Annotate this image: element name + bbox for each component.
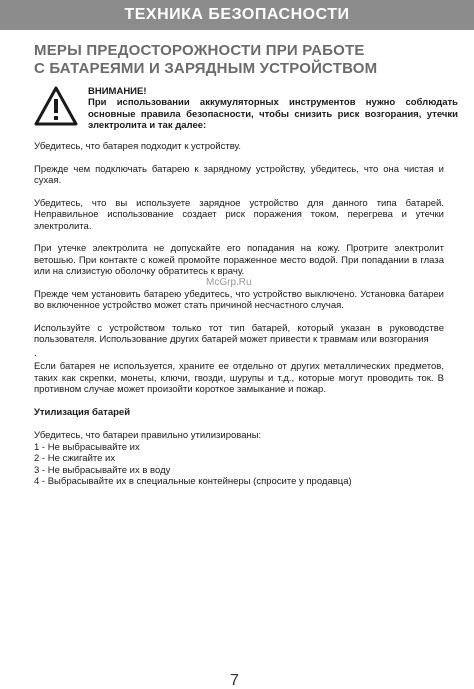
paragraph: Убедитесь, что вы используете зарядное устройство для данного типа батарей. Неправильное использование создает риск поражения током, перегрева и утечки электролита.: [34, 197, 444, 232]
header-title: ТЕХНИКА БЕЗОПАСНОСТИ: [124, 6, 350, 23]
section-title-line-1: МЕРЫ ПРЕДОСТОРОЖНОСТИ ПРИ РАБОТЕ: [34, 42, 365, 59]
disposal-intro: Убедитесь, что батареи правильно утилизированы:: [34, 430, 262, 441]
list-item: 3 - Не выбрасывайте их в воду: [34, 464, 171, 476]
list-item: 4 - Выбрасывайте их в специальные контейнеры (спросите у продавца): [34, 476, 352, 487]
content: [34, 141, 444, 488]
warning-title: ВНИМАНИЕ!: [88, 86, 147, 97]
paragraph: Используйте с устройством только тот тип батарей, который указан в руководстве пользователя. Использование других батарей может привести к травмам или возгорания: [34, 322, 444, 345]
paragraph: Убедитесь, что батарея подходит к устройству.: [34, 141, 241, 152]
list-item: 2 - Не сжигайте их: [34, 453, 116, 464]
disposal-heading: Утилизация батарей: [34, 406, 131, 418]
warning-block: [34, 86, 458, 134]
section-title: [34, 42, 454, 78]
list-item: 1 - Не выбрасывайте их: [34, 441, 140, 453]
watermark: McGrp.Ru: [206, 277, 252, 288]
paragraph: Прежде чем подключать батарею к зарядному устройству, убедитесь, что она чистая и сухая.: [34, 163, 444, 186]
section-title-line-2: С БАТАРЕЯМИ И ЗАРЯДНЫМ УСТРОЙСТВОМ: [34, 60, 378, 77]
paragraph: Прежде чем установить батарею убедитесь, что устройство выключено. Установка батареи во включенное устройство может стать причиной несчастного случая.: [34, 288, 444, 311]
warning-text: При использовании аккумуляторных инструментов нужно соблюдать основные правила безопасности, чтобы снизить риск возгорания, утечки электролита и так далее:: [88, 97, 458, 131]
paragraph: При утечке электролита не допускайте его попадания на кожу. Протрите электролит ветошью. При контакте с кожей промойте пораженное место водой. При попадании в глаза или на слизистую оболочку обратитесь к врачу.: [34, 243, 444, 277]
page-number: 7: [230, 672, 239, 689]
warning-triangle-icon: [34, 86, 78, 126]
paragraph: Если батарея не используется, храните ее отдельно от других металлических предметов, таких как скрепки, монеты, ключи, гвозди, шурупы и т.д., которые могут проводить ток. В противном случае может произойти короткое замыкание и пожар.: [34, 361, 444, 395]
paragraph-stray-dot: .: [34, 347, 37, 359]
header-bar: [0, 0, 474, 30]
